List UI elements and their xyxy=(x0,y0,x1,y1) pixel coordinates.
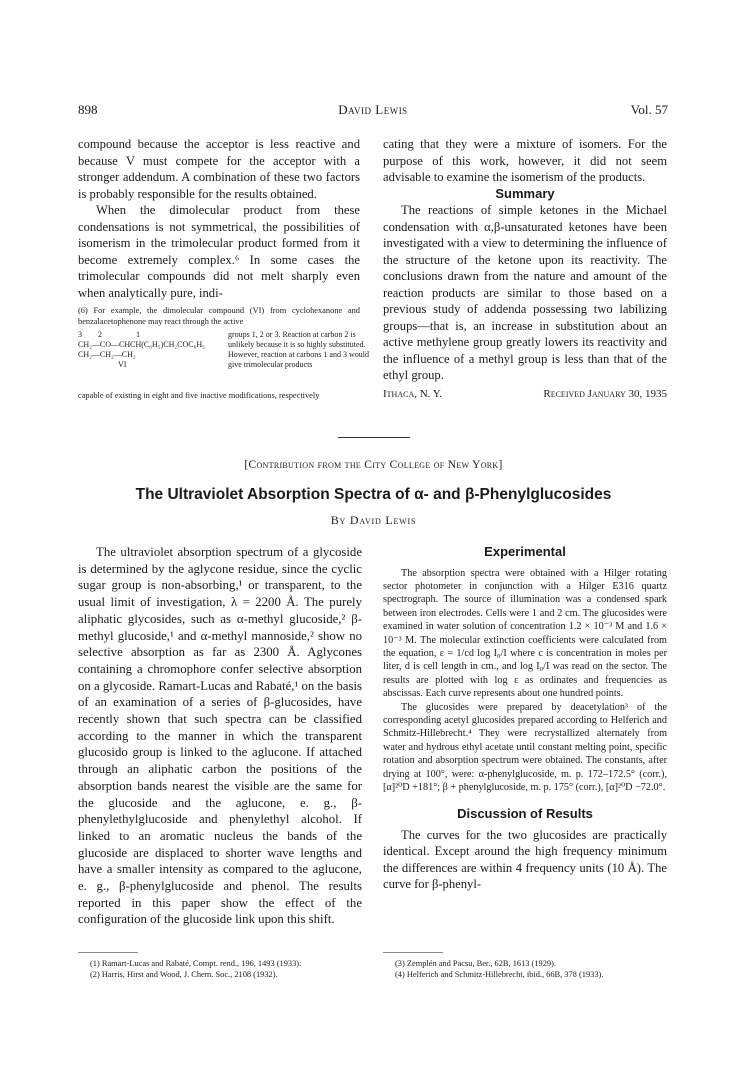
section-divider xyxy=(338,437,410,438)
footnotes-left xyxy=(90,958,362,981)
left-top-column xyxy=(78,136,369,401)
structure-formula xyxy=(78,330,228,370)
summary-heading: Summary xyxy=(495,185,555,201)
discussion-paragraph: The curves for the two glucosides are practically identical. Except around the high frequency minimum the differences are within 4 frequency units (10 Å). The curve for β-phenyl- xyxy=(383,827,667,892)
running-title: David Lewis xyxy=(338,102,408,117)
footnote-rule-left xyxy=(78,952,138,953)
footnote-rule-right xyxy=(383,952,443,953)
footnote-4: (4) Helferich and Schmitz-Hillebrecht, ibid., 66B, 378 (1933). xyxy=(395,970,604,980)
isomerism-paragraph: When the dimolecular product from these condensations is not symmetrical, the possibilities of isomerism in the trimolecular product formed from it become extremely complex.⁶ In some cases the trimolecular compounds did not melt sharply even when analytically pure, indi- xyxy=(78,203,360,300)
byline: By David Lewis xyxy=(330,513,417,527)
article-title: The Ultraviolet Absorption Spectra of α- and β-Phenylglucosides xyxy=(135,486,612,503)
footnote-3: (3) Zemplén and Pacsu, Ber., 62B, 1613 (1929). xyxy=(395,959,556,968)
page-number: 898 xyxy=(78,102,98,117)
footnote-2: (2) Harris, Hirst and Wood, J. Chem. Soc., 2108 (1932). xyxy=(90,970,278,980)
experimental-section xyxy=(383,567,667,795)
continuation-paragraph-right: cating that they were a mixture of isomers. For the purpose of this work, however, it did not seem advisable to examine the isomerism of the products. xyxy=(383,137,667,184)
volume-number: Vol. 57 xyxy=(630,102,668,117)
structure-note: groups 1, 2 or 3. Reaction at carbon 2 is unlikely because it is so highly substituted. However, reaction at carbons 1 and 3 would give trimolecular products xyxy=(228,329,369,369)
discussion-heading: Discussion of Results xyxy=(457,806,593,822)
place: Ithaca, N. Y. xyxy=(383,387,443,400)
experimental-paragraph-1: The absorption spectra were obtained with a Hilger rotating sector photometer in conjunction with a Hilger E316 quartz spectrograph. The source of illumination was a condensed spark between iron electrodes. Cells were 1 and 2 cm. The glucosides were examined in water solution of concentration 1.2 × 10⁻³ M and 1.6 × 10⁻³ M. The molecular extinction coefficients were calculated from the equation, ε = 1/cd log I₀/I where c is concentration in moles per liter, d is cell length in cm., and log I₀/I was read on the sector. The results are plotted with log ε as ordinates and frequencies as abscissas. Each curve represents about one hundred points. xyxy=(383,567,667,700)
structure-positions: 3 2 1 xyxy=(78,329,140,339)
footnote-6-end: capable of existing in eight and five inactive modifications, respectively xyxy=(78,390,320,400)
structure-label: VI xyxy=(118,359,127,369)
structure-vi xyxy=(78,329,369,388)
structure-top-chain: CH₂—CO—CHCH(C₆H₅)CH₂COC₆H₅ xyxy=(78,339,205,349)
signature-line xyxy=(383,386,667,403)
experimental-paragraph-2: The glucosides were prepared by deacetylation³ of the corresponding acetyl glucosides prepared according to Helferich and Schmitz-Hillebrecht.⁴ They were recrystallized alternately from water and hydrous ethyl acetate until constant melting point, specific rotation and absorption spectrum were obtained. The constants, after drying at 100°, were: α-phenylglucoside, m. p. 172–172.5° (corr.), [α]²⁰D +181°; β + phenylglucoside, m. p. 175° (corr.), [α]²⁰D −72.0°. xyxy=(383,701,667,793)
experimental-heading: Experimental xyxy=(484,544,566,559)
footnotes-right xyxy=(395,958,667,981)
page-header xyxy=(78,102,668,122)
structure-ring-chain: CH₂—CH₂—CH₂ xyxy=(78,349,136,359)
right-bottom-column xyxy=(383,544,667,893)
summary-paragraph: The reactions of simple ketones in the Michael condensation with α,β-unsaturated ketones have been investigated with a view to determining the influence of the structure of the ketone upon its reactivity. The conclusions drawn from the nature and amount of the reaction products are similar to those based on a previous study of addenda possessing two labilizing groups—that is, an increase in substitution about an active methylene group greatly lowers its reactivity and the influence of a methyl group is less than that of the ethyl group. xyxy=(383,203,667,382)
continuation-paragraph: compound because the acceptor is less reactive and because V must compete for the acceptor with a stronger addendum. A combination of these two factors is probably responsible for the results obtained. xyxy=(78,137,360,201)
introduction-paragraph: The ultraviolet absorption spectrum of a glycoside is determined by the aglycone residue, since the cyclic sugar group is non-absorbing,¹ or transparent, to the usual limit of investigation, λ = 2200 Å. The purely aliphatic glycosides, such as α-methyl glucoside,² β-methyl glucoside,¹ and α-methyl mannoside,² show no selective absorption as far as 2300 Å. Aglycones containing a chromophore confer selective absorption on a glycoside. Ramart-Lucas and Rabaté,¹ on the basis of an examination of a series of β-glucosides, have recently shown that such spectra can be classified according to the manner in which the transparent glucosido group is linked to the aglucone. If attached through an aliphatic carbon the positions of the absorption bands nearest the visible are the same for the glucoside and the aglucone, e. g., β-phenylethylglucoside and phenylethyl alcohol. If linked to an aromatic nucleus the bands of the glucoside are displaced to shorter wave lengths and have a smaller intensity as compared to the aglucone, e. g., β-phenylglucoside and phenol. The results reported in this paper show the effect of the configuration of the glucoside link upon this shift. xyxy=(78,545,362,927)
footnote-6-intro: (6) For example, the dimolecular compound (VI) from cyclohexanone and benzalacetophenone may react through the active xyxy=(78,306,360,327)
received-date: Received January 30, 1935 xyxy=(543,387,667,400)
footnote-1: (1) Ramart-Lucas and Rabaté, Compt. rend., 196, 1493 (1933). xyxy=(90,959,302,968)
contribution-line: [Contribution from the City College of New York] xyxy=(244,459,503,471)
left-bottom-column xyxy=(78,544,362,928)
right-top-column xyxy=(383,136,667,402)
